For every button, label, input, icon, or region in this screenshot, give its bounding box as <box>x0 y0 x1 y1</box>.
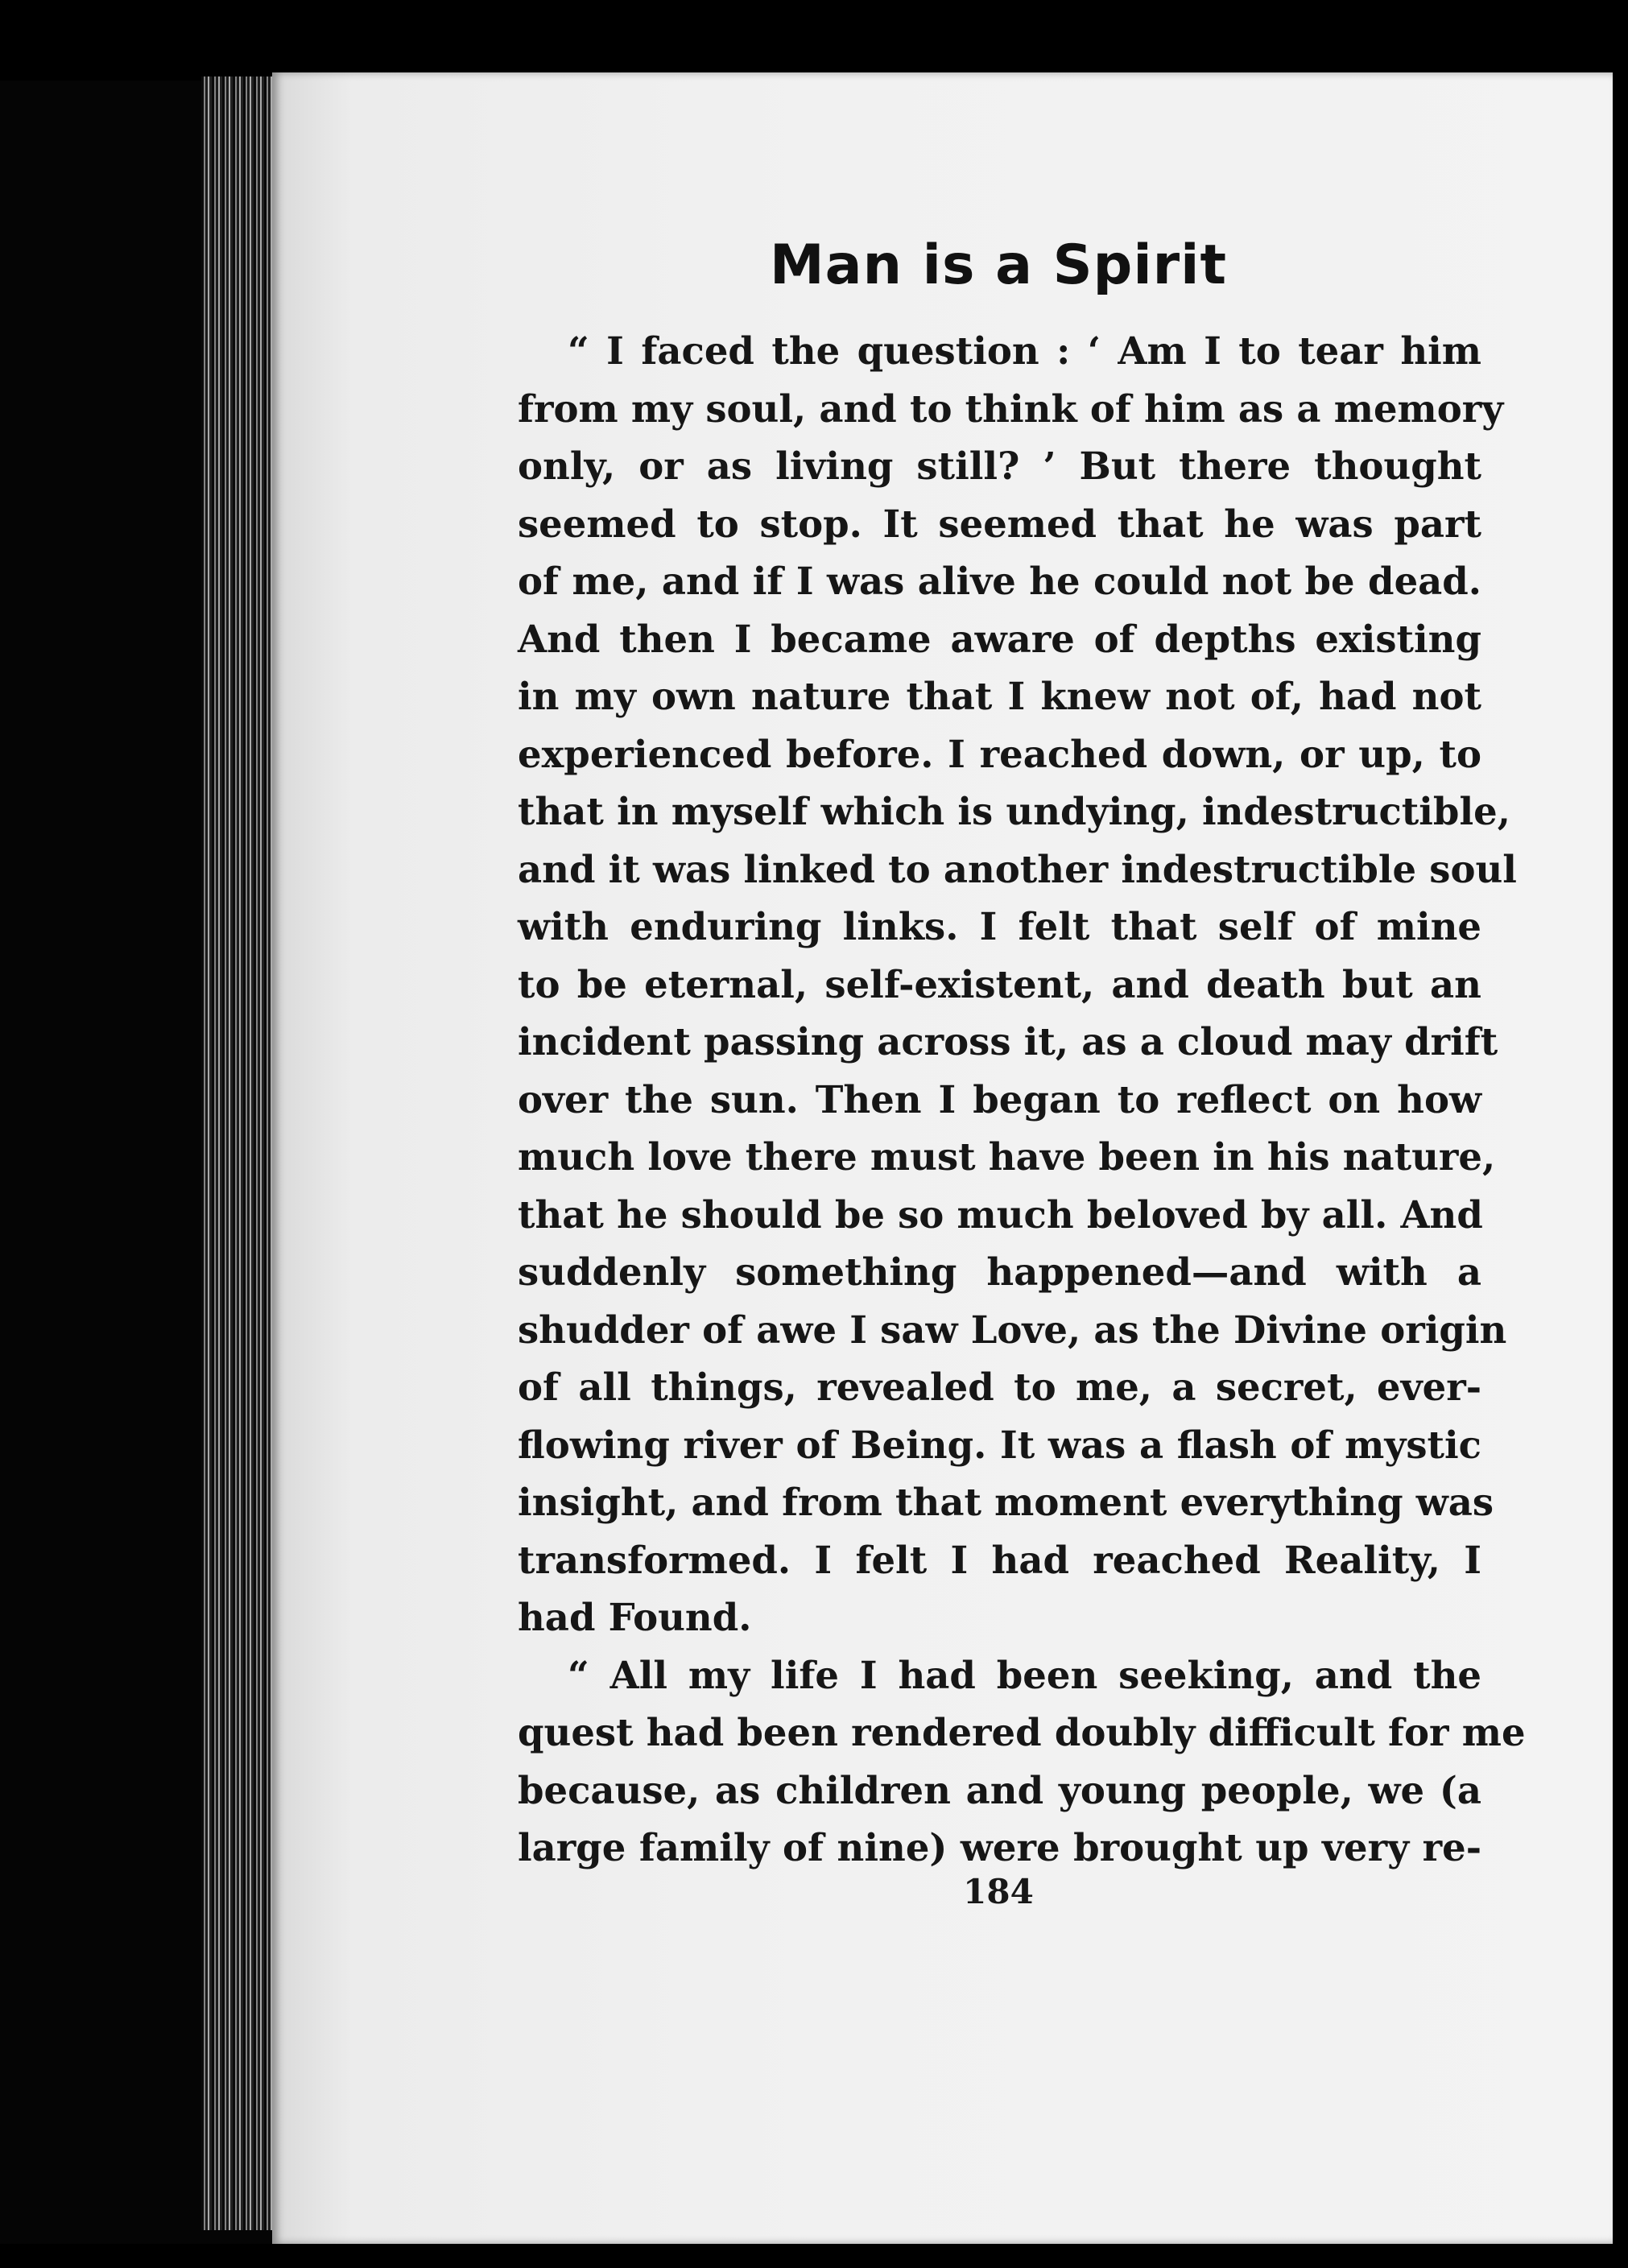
text-line: much love there must have been in his nature, <box>518 1134 1496 1179</box>
text-line: of all things, revealed to me, a secret, ever- <box>518 1365 1481 1409</box>
text-line: “ I faced the question : ‘ Am I to tear him <box>568 328 1481 373</box>
text-line: because, as children and young people, we (a <box>518 1767 1481 1812</box>
text-line: incident passing across it, as a cloud may drift <box>518 1019 1498 1064</box>
text-line: that he should be so much beloved by all. And <box>518 1192 1483 1237</box>
paragraph-1 <box>518 322 1517 1646</box>
page-number: 184 <box>963 1872 1034 1911</box>
text-line: only, or as living still? ’ But there thought <box>518 444 1481 488</box>
film-border-bottom <box>0 2244 1628 2268</box>
text-line: that in myself which is undying, indestructible, <box>518 789 1510 833</box>
text-line: And then I became aware of depths existing <box>518 616 1481 661</box>
text-line: experienced before. I reached down, or up, to <box>518 731 1481 776</box>
text-line: of me, and if I was alive he could not be dead. <box>518 559 1481 603</box>
text-line: from my soul, and to think of him as a memory <box>518 386 1504 431</box>
text-line: and it was linked to another indestructible soul <box>518 846 1517 891</box>
text-line: with enduring links. I felt that self of mine <box>518 904 1481 948</box>
paragraph-2 <box>518 1646 1526 1877</box>
book-page-edges <box>201 76 274 2230</box>
text-line: suddenly something happened—and with a <box>518 1250 1481 1294</box>
film-border-right <box>1613 72 1628 2268</box>
text-line: large family of nine) were brought up very re- <box>518 1825 1481 1869</box>
film-border-top <box>0 0 1628 81</box>
body-text <box>518 322 1526 1877</box>
text-line: to be eternal, self-existent, and death but an <box>518 961 1481 1006</box>
text-line: seemed to stop. It seemed that he was part <box>518 501 1481 546</box>
text-line: flowing river of Being. It was a flash of mystic <box>518 1422 1481 1467</box>
text-line: insight, and from that moment everything was <box>518 1480 1494 1524</box>
text-line: had Found. <box>518 1595 752 1639</box>
text-line: “ All my life I had been seeking, and the <box>568 1652 1481 1697</box>
text-line: in my own nature that I knew not of, had not <box>518 674 1481 718</box>
text-line: transformed. I felt I had reached Reality, I <box>518 1537 1481 1582</box>
text-line: shudder of awe I saw Love, as the Divine origin <box>518 1307 1507 1352</box>
running-head: Man is a Spirit <box>770 233 1227 297</box>
text-line: quest had been rendered doubly difficult for me <box>518 1710 1526 1754</box>
text-line: over the sun. Then I began to reflect on how <box>518 1076 1481 1122</box>
